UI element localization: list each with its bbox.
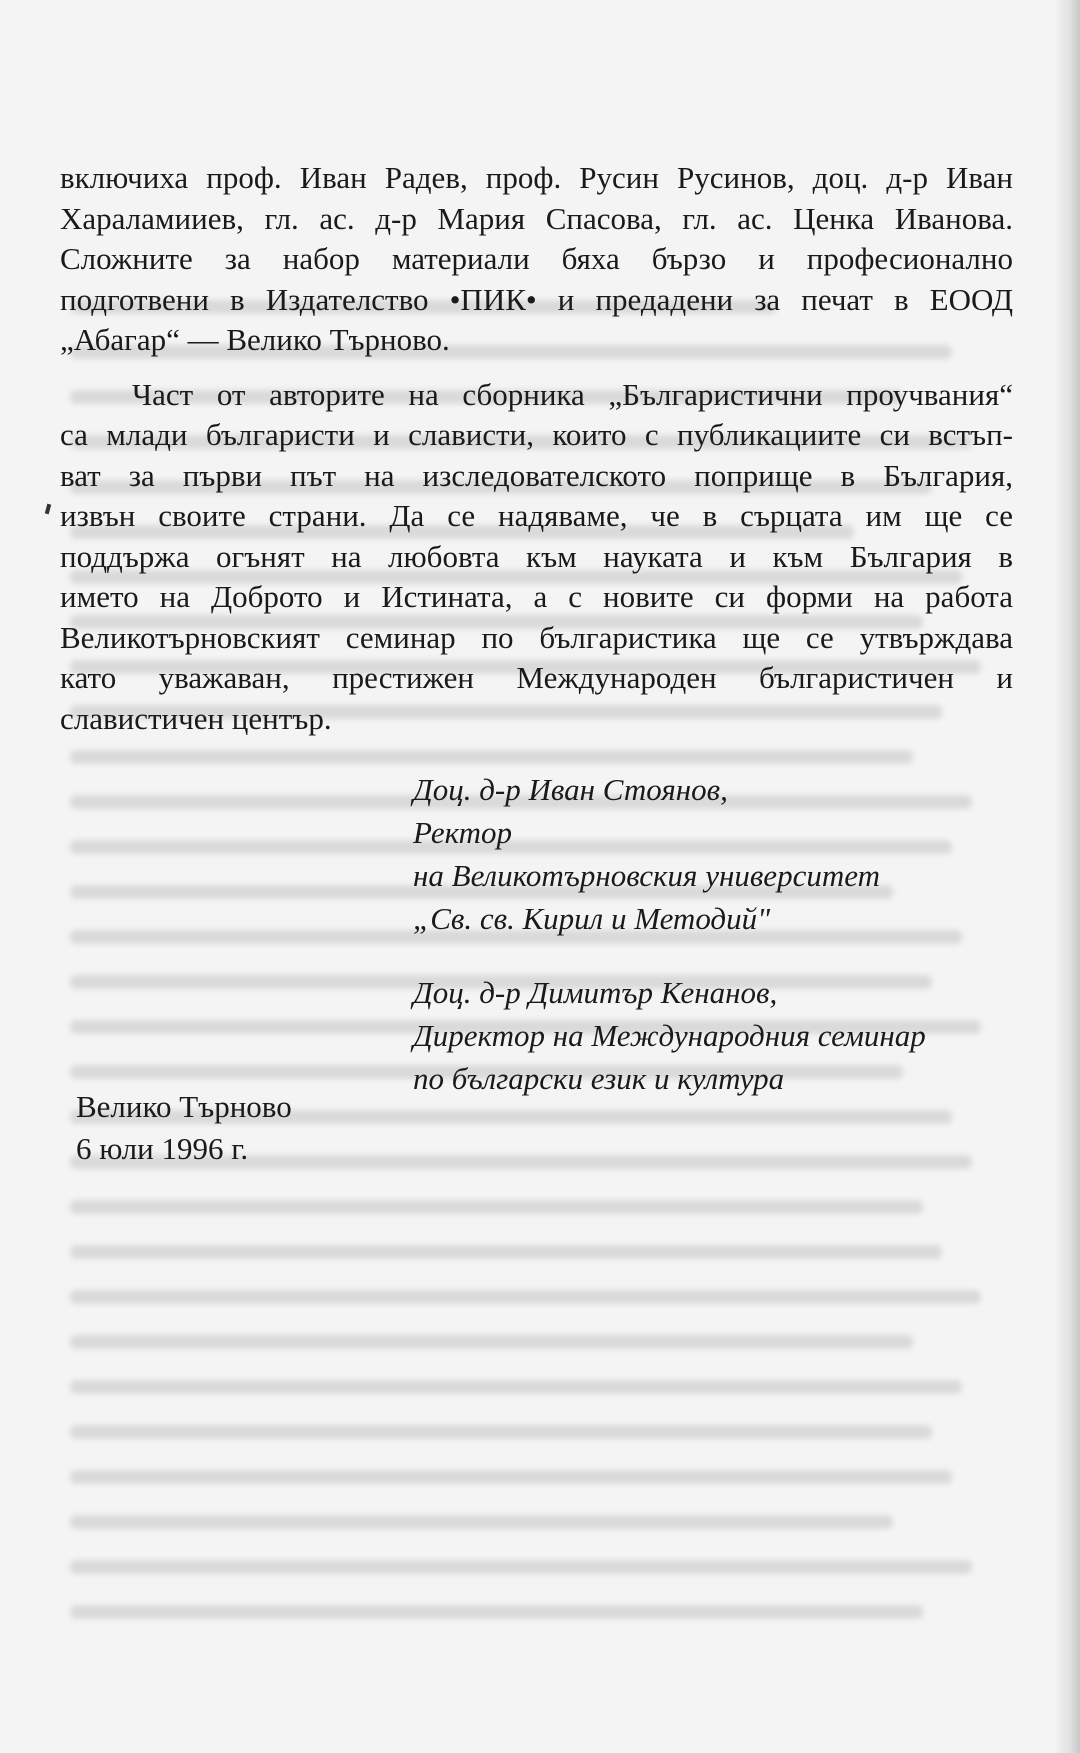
signature-name: Доц. д-р Иван Стоянов, bbox=[413, 772, 728, 807]
margin-mark bbox=[45, 504, 51, 515]
text-line: извън своите страни. Да се надяваме, че в сърцата им ще се bbox=[60, 498, 1013, 533]
signature-affiliation: „Св. св. Кирил и Методий" bbox=[413, 901, 771, 936]
text-line: поддържа огънят на любовта към науката и към България в bbox=[60, 538, 1013, 574]
text-line: Великотърновският семинар по българистика ще се утвърждава bbox=[60, 619, 1013, 655]
signature-title: Директор на Международния семинар bbox=[413, 1018, 926, 1053]
signature-name: Доц. д-р Димитър Кенанов, bbox=[413, 975, 778, 1010]
text-line: подготвени в Издателство •ПИК• и предадени за печат в ЕООД bbox=[60, 281, 1013, 317]
text-line: са млади българисти и слависти, които с публикациите си встъп- bbox=[60, 417, 1013, 452]
paragraph-1 bbox=[60, 158, 1013, 361]
paragraph-2 bbox=[60, 375, 1013, 740]
text-line: Хараламииев, гл. ас. д-р Мария Спасова, гл. ас. Ценка Иванова. bbox=[60, 200, 1013, 236]
text-line: Част от авторите на сборника „Българистични проучвания“ bbox=[132, 376, 1013, 412]
place-and-date bbox=[76, 1086, 292, 1170]
text-line: като уважаван, престижен Международен българистичен и bbox=[60, 660, 1013, 695]
text-line: „Абагар“ — Велико Търново. bbox=[60, 322, 450, 357]
signature-rector bbox=[413, 768, 880, 940]
text-line: името на Доброто и Истината, а с новите си форми на работа bbox=[60, 579, 1013, 614]
date: 6 юли 1996 г. bbox=[76, 1131, 249, 1166]
signature-director bbox=[413, 971, 926, 1100]
text-line: славистичен център. bbox=[60, 700, 332, 736]
signature-title: Ректор bbox=[413, 815, 513, 850]
page-edge-shadow bbox=[1054, 0, 1080, 1753]
signature-affiliation: на Великотърновския университет bbox=[413, 858, 880, 893]
signature-affiliation: по български език и култура bbox=[413, 1061, 785, 1096]
text-line: включиха проф. Иван Радев, проф. Русин Русинов, доц. д-р Иван bbox=[60, 160, 1013, 195]
text-line: ват за първи път на изследователското поприще в България, bbox=[60, 457, 1013, 493]
body-text bbox=[60, 158, 1013, 739]
place: Велико Търново bbox=[76, 1089, 292, 1124]
text-line: Сложните за набор материали бяха бързо и професионално bbox=[60, 241, 1013, 276]
